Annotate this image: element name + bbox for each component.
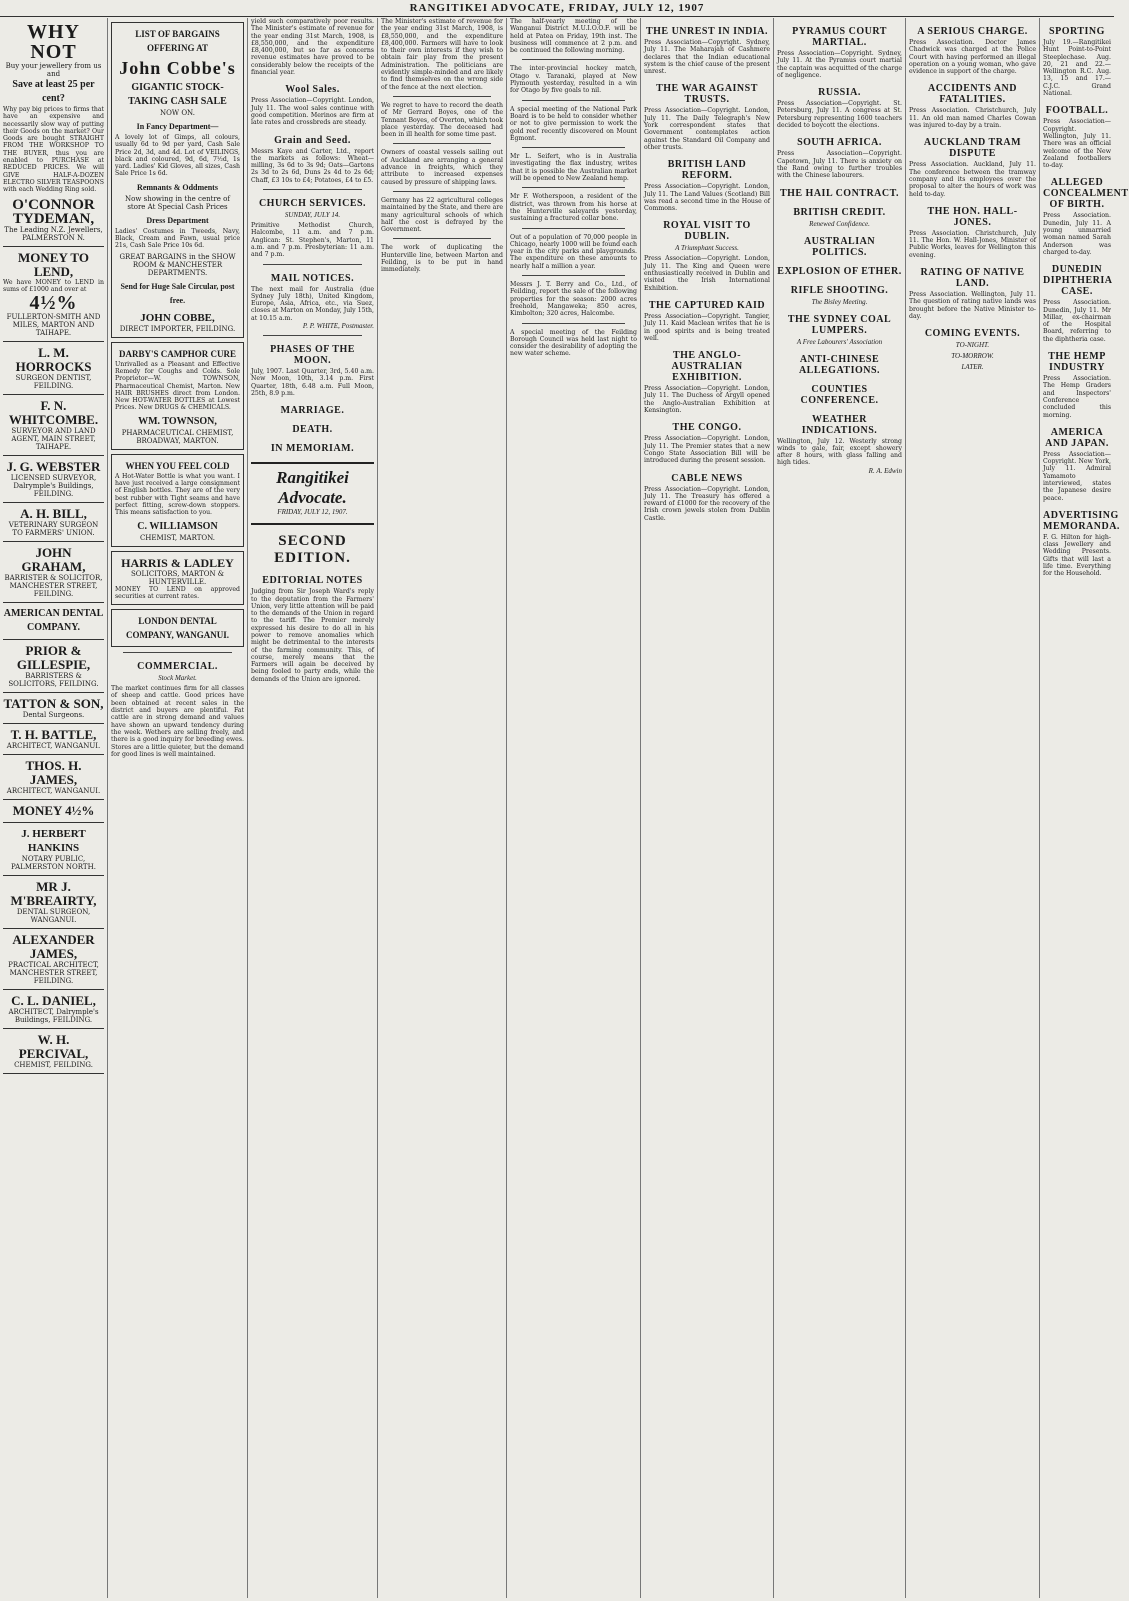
money2-advert	[3, 800, 104, 823]
hankins-advert	[3, 823, 104, 876]
percival-sub: CHEMIST, FEILDING.	[14, 1061, 93, 1070]
cobbe-name: John Cobbe's	[119, 58, 236, 78]
stock-market-text: The market continues firm for all classes of sheep and cattle. Good prices have been obtained at recent sales in the district and buyers are plentiful. Fat cattle are in strong demand and values have shown an upward tendency during the week. Wethers are selling freely, and there is a good inquiry for breeding ewes. Stores are a little quieter, but the demand for good lines is well maintained.	[111, 685, 244, 758]
grain-text: Messrs Kaye and Carter, Ltd., report the markets as follows: Wheat—milling, 3s 6d to 3s 9d; Oats—Gartons 2s 3d to 2s 6d, Duns 2s 4d to 2s 6d; Chaff, £3 10s to £4; Potatoes, £4 to £5.	[251, 147, 374, 184]
masthead-title: RANGITIKEI ADVOCATE, FRIDAY, JULY 12, 1907	[409, 2, 705, 14]
bisley-sub: The Bisley Meeting.	[811, 297, 868, 306]
daniel-sub: ARCHITECT, Dalrymple's Buildings, FEILDING.	[8, 1008, 99, 1025]
divider	[263, 189, 362, 190]
hall-text: Press Association. Christchurch, July 11. The Hon. W. Hall-Jones, Minister of Public Works, leaves for Wellington this evening.	[909, 229, 1036, 259]
hail-heading: THE HAIL CONTRACT.	[779, 187, 900, 199]
coming-heading: COMING EVENTS.	[924, 328, 1021, 340]
james-advert	[3, 755, 104, 800]
editorial-heading: EDITORIAL NOTES	[262, 575, 363, 587]
cable-text: Press Association—Copyright. London, July 11. The Treasury has offered a reward of £1000 for the recovery of the Irish crown jewels stolen from Dublin Castle.	[644, 485, 770, 522]
alexander-advert	[3, 929, 104, 990]
column-3	[248, 18, 378, 1598]
cold-advert	[111, 454, 244, 547]
alexander-name: ALEXANDER JAMES,	[12, 932, 95, 962]
townson-name: WM. TOWNSON,	[138, 415, 217, 427]
bill-advert	[3, 503, 104, 542]
tatton-sub: Dental Surgeons.	[22, 711, 85, 720]
remnants-heading: Remnants & Oddments	[137, 182, 218, 192]
dublin-text: Press Association—Copyright. London, July 11. The King and Queen were enthusiastically received in Dublin and visited the Irish International Exhibition.	[644, 255, 770, 292]
anglo-heading: THE ANGLO-AUSTRALIAN EXHIBITION.	[671, 350, 743, 384]
dunedin-text: Press Association. Dunedin, July 11. Mr Millar, ex-chairman of the Hospital Board, referring to the diphtheria case.	[1043, 299, 1111, 343]
column-7	[774, 18, 906, 1598]
advertising-text: F. G. Hilton for high-class Jewellery and Wedding Presents. Gifts that will last a life time. Everything for the Household.	[1043, 533, 1111, 578]
trusts-text: Press Association—Copyright. London, July 11. The Daily Telegraph's New York correspondent states that Government contemplates action against the Standard Oil Company and other trusts.	[644, 107, 770, 151]
horrocks-name: L. M. HORROCKS	[15, 345, 92, 375]
moon-text: July, 1907. Last Quarter, 3rd, 5.40 a.m. New Moon, 10th, 3.14 p.m. First Quarter, 18th, 6.48 a.m. Full Moon, 25th, 8.9 p.m.	[251, 368, 374, 397]
dublin-heading: ROYAL VISIT TO DUBLIN.	[663, 220, 751, 243]
british-heading: BRITISH CREDIT.	[793, 206, 886, 218]
now-on: NOW ON.	[160, 109, 195, 117]
accidents-text: Press Association. Christchurch, July 11. An old man named Charles Cowan was injured to-day by a train.	[909, 107, 1036, 130]
tatton-name: TATTON & SON,	[3, 696, 104, 712]
paper-title-block	[251, 462, 374, 525]
congo-text: Press Association—Copyright. London, July 11. The Premier states that a new Congo State Association Bill will be introduced during the present session.	[644, 435, 770, 465]
article-text: The Minister's estimate of revenue for the year ending 31st March, 1908, is £8,550,000, and the expenditure £8,400,000. Farmers will have to look to their own interests if they wish to obtain fair play from the present Administration. The politicians are evidently simple-minded and are likely to find themselves on the wrong side of the fence at the next election.	[381, 18, 503, 91]
commercial-heading: COMMERCIAL.	[137, 661, 218, 673]
webster-advert	[3, 456, 104, 503]
cobbe-address: DIRECT IMPORTER, FEILDING.	[119, 324, 236, 333]
sydney-sub: A Free Labourers' Association	[796, 337, 883, 346]
unrest-text: Press Association—Copyright. Sydney, July 11. The Maharajah of Cashmere declares that the Indian educational system is the chief cause of the present unrest.	[644, 39, 770, 76]
townson-sub: PHARMACEUTICAL CHEMIST, BROADWAY, MARTON.	[121, 428, 234, 445]
grain-heading: Grain and Seed.	[274, 134, 351, 146]
divider	[522, 275, 625, 276]
stock-heading: GIGANTIC STOCK-TAKING CASH SALE	[128, 82, 227, 107]
divider	[263, 335, 362, 336]
congo-heading: THE CONGO.	[672, 422, 742, 434]
russia-heading: RUSSIA.	[818, 87, 861, 99]
graham-advert	[3, 542, 104, 603]
weather-text: Wellington, July 12. Westerly strong winds to gale, fair, except showery after 8 hours, with glass falling and high tides.	[777, 437, 902, 467]
paper-title: Rangitikei Advocate.	[276, 468, 349, 508]
james-name: THOS. H. JAMES,	[25, 758, 82, 788]
money-heading: MONEY TO LEND,	[18, 249, 89, 279]
american-name: AMERICAN DENTAL COMPANY.	[3, 608, 104, 634]
russia-text: Press Association—Copyright. St. Petersburg, July 11. A congress at St. Petersburg representing 1600 teachers decided to boycott the elections.	[777, 100, 902, 130]
bargains-heading: LIST OF BARGAINS OFFERING AT	[135, 29, 220, 53]
memoriam-heading: IN MEMORIAM.	[270, 443, 355, 455]
dress-heading: Dress Department	[146, 215, 209, 225]
darby-heading: DARBY'S CAMPHOR CURE	[119, 348, 236, 359]
why-not-heading: WHY NOT	[27, 21, 80, 63]
williamson-name: C. WILLIAMSON	[137, 520, 218, 532]
james-sub: ARCHITECT, WANGANUI.	[6, 787, 101, 796]
mail-text: The next mail for Australia (due Sydney July 18th), United Kingdom, Europe, Asia, Africa, etc., via Suez, closes at Marton on Monday, July 15th, at 10.15 a.m.	[251, 285, 374, 322]
column-6	[641, 18, 774, 1598]
unrest-heading: THE UNREST IN INDIA.	[645, 26, 769, 37]
column-5	[507, 18, 641, 1598]
wool-text: Press Association—Copyright. London, July 11. The wool sales continue with good competition. Merinos are firm at late rates and crossbreds are steady.	[251, 97, 374, 127]
bill-name: A. H. BILL,	[20, 506, 87, 522]
daniel-name: C. L. DANIEL,	[11, 993, 96, 1009]
column-4	[378, 18, 507, 1598]
article-text: The inter-provincial hockey match, Otago v. Taranaki, played at New Plymouth yesterday, resulted in a win for Otago by five goals to nil.	[510, 65, 637, 95]
africa-heading: SOUTH AFRICA.	[797, 137, 882, 149]
hemp-text: Press Association. The Hemp Graders and Inspectors' Conference concluded this morning.	[1043, 375, 1111, 419]
alexander-sub: PRACTICAL ARCHITECT, MANCHESTER STREET, FEILDING.	[8, 961, 99, 986]
later-sub: LATER.	[961, 363, 984, 372]
kaid-text: Press Association—Copyright. Tangier, July 11. Kaid Maclean writes that he is in good spirits and is being treated well.	[644, 312, 770, 342]
harris-advert	[111, 551, 244, 606]
dress-text: Ladies' Costumes in Tweeds, Navy, Black, Cream and Fawn, usual price 21s, Cash Sale Price 10s 6d.	[115, 227, 240, 250]
horrocks-advert	[3, 342, 104, 395]
counties-heading: COUNTIES CONFERENCE.	[800, 383, 879, 406]
stock-market-sub: Stock Market.	[158, 674, 197, 683]
whitcombe-name: F. N. WHITCOMBE.	[8, 398, 99, 428]
australian-heading: AUSTRALIAN POLITICS.	[803, 235, 876, 258]
jewel-text: Why pay big prices to firms that have an expensive and necessarily slow way of putting their Goods on the market? Our Goods are bought STRAIGHT FROM THE WORKSHOP TO THE BUYER, thus you are enabled to PURCHASE at REDUCED PRICES. We will GIVE HALF-A-DOZEN ELECTRO SILVER TEASPOONS with each Wedding Ring sold.	[3, 106, 104, 194]
article-text: Out of a population of 70,000 people in Chicago, nearly 1000 will be found each year in the city parks and playgrounds. The expenditure on these amounts to nearly half a million a year.	[510, 233, 637, 270]
why-sub: Buy your jewellery from us and	[5, 62, 102, 78]
church-heading: CHURCH SERVICES.	[258, 198, 367, 210]
mbreairty-sub: DENTAL SURGEON, WANGANUI.	[16, 908, 91, 925]
america-text: Press Association—Copyright. New York, July 11. Admiral Yamamoto interviewed, states the Japanese desire peace.	[1043, 450, 1111, 502]
divider	[522, 187, 625, 188]
rifle-heading: RIFLE SHOOTING.	[790, 284, 889, 296]
football-text: Press Association—Copyright. Wellington, July 11. There was an official welcome of the New Zealand footballers to-day.	[1043, 118, 1111, 170]
article-text: A special meeting of the Feilding Borough Council was held last night to consider the desirability of adopting the new water scheme.	[510, 328, 637, 358]
jewellers-sub: The Leading N.Z. Jewellers, PALMERSTON N.	[4, 225, 103, 242]
divider	[522, 100, 625, 101]
american-advert	[3, 603, 104, 640]
williamson-sub: CHEMIST, MARTON.	[139, 533, 216, 542]
kaid-heading: THE CAPTURED KAID	[648, 299, 766, 311]
column-9	[1040, 18, 1129, 1598]
save-heading: Save at least 25 per cent?	[12, 79, 95, 104]
send-circular: Send for Huge Sale Circular, post free.	[120, 281, 235, 305]
article-text: Messrs J. T. Berry and Co., Ltd., of Feilding, report the sale of the following properties for the season: 2000 acres freehold, Mangaweka; 850 acres, Kimbolton; 320 acres, Halcombe.	[510, 281, 637, 318]
tydeman-name: TYDEMAN,	[12, 210, 95, 227]
divider	[123, 652, 232, 653]
graham-name: JOHN GRAHAM,	[21, 545, 86, 575]
serious-heading: A SERIOUS CHARGE.	[917, 26, 1028, 37]
land-heading: BRITISH LAND REFORM.	[667, 159, 747, 182]
article-text: Mr L. Seifert, who is in Australia investigating the flax industry, writes that it is possible the Australian market will be opened to New Zealand hemp.	[510, 153, 637, 183]
remnants-sub: Now showing in the centre of store At Special Cash Prices	[125, 194, 230, 211]
mbreairty-advert	[3, 876, 104, 929]
harris-name: HARRIS & LADLEY	[121, 555, 234, 570]
fancy-heading: In Fancy Department—	[136, 122, 219, 131]
ether-heading: EXPLOSION OF ETHER.	[777, 265, 902, 277]
whitcombe-sub: SURVEYOR AND LAND AGENT, MAIN STREET, TAIHAPE.	[11, 427, 96, 452]
editorial-text: Judging from Sir Joseph Ward's reply to the deputation from the Farmers' Union, very little attention will be paid to the demands of the Union in regard to the tariff. The Premier merely expressed his desire to do all in his power to remove anomalies which might be detrimental to the interests of the farming community. This, of course, merely means that the Farmers will again be deceived by being fooled to party ends, while the demands of the Union are ignored.	[251, 588, 374, 683]
masthead	[0, 0, 1114, 17]
advertising-heading: ADVERTISING MEMORANDA.	[1043, 509, 1120, 532]
webster-name: J. G. WEBSTER	[6, 459, 101, 475]
rating-text: Press Association. Wellington, July 11. The question of rating native lands was brought before the Native Minister to-day.	[909, 291, 1036, 320]
graham-sub: BARRISTER & SOLICITOR, MANCHESTER STREET, FEILDING.	[4, 574, 103, 599]
money-text: We have MONEY to LEND in sums of £1000 and over at	[3, 278, 104, 293]
british-sub: Renewed Confidence.	[809, 219, 870, 228]
dublin-sub: A Triumphant Success.	[675, 244, 739, 253]
cold-heading: WHEN YOU FEEL COLD	[125, 460, 230, 471]
tomorrow-sub: TO-MORROW.	[951, 352, 994, 361]
column-8	[906, 18, 1040, 1598]
pyramus-text: Press Association—Copyright. Sydney, July 11. At the Pyramus court martial the captain was acquitted of the charge of negligence.	[777, 50, 902, 79]
weather-author: R. A. Edwin	[868, 466, 902, 475]
column-1	[0, 18, 108, 1598]
divider	[393, 96, 491, 97]
oconnor-name: O'CONNOR	[12, 196, 95, 213]
rating-heading: RATING OF NATIVE LAND.	[920, 267, 1025, 290]
alleged-heading: ALLEGED CONCEALMENT OF BIRTH.	[1043, 177, 1129, 211]
divider	[522, 228, 625, 229]
divider	[393, 238, 491, 239]
africa-text: Press Association—Copyright. Capetown, July 11. There is anxiety on the Rand owing to further troubles with the Chinese labourers.	[777, 150, 902, 180]
article-text: Mr F. Wotherspoon, a resident of the district, was thrown from his horse at the Hunterville saleyards yesterday, sustaining a fractured collar bone.	[510, 193, 637, 223]
prior-name: PRIOR & GILLESPIE,	[16, 643, 91, 673]
sporting-text: July 19.—Rangitikei Hunt Point-to-Point Steeplechase. Aug. 20, 21 and 22.—Wellington R.C. Aug. 13, 15 and 17.—C.J.C. Grand National.	[1043, 39, 1111, 98]
hall-heading: THE HON. HALL-JONES.	[927, 205, 1018, 228]
darby-advert	[111, 342, 244, 450]
divider	[522, 147, 625, 148]
tatton-advert	[3, 693, 104, 724]
weather-heading: WEATHER INDICATIONS.	[801, 413, 878, 436]
church-sub: SUNDAY, JULY 14.	[284, 211, 341, 220]
alleged-text: Press Association. Dunedin, July 11. A young unmarried woman named Sarah Anderson was charged to-day.	[1043, 212, 1111, 256]
divider	[522, 323, 625, 324]
article-text: We regret to have to record the death of Mr Gerrard Boyes, one of the Tennant Boyes, of Overton, which took place yesterday. The deceased had been in ill health for some time past.	[381, 101, 503, 139]
football-heading: FOOTBALL.	[1045, 105, 1109, 117]
hankins-sub: NOTARY PUBLIC, PALMERSTON NORTH.	[11, 855, 96, 872]
pyramus-heading: PYRAMUS COURT MARTIAL.	[792, 26, 887, 48]
article-text: The work of duplicating the Hunterville line, between Marton and Feilding, is to be put in hand immediately.	[381, 244, 503, 274]
fullerton-name: FULLERTON-SMITH AND MILES, MARTON AND TAIHAPE.	[6, 313, 101, 338]
cold-text: A Hot-Water Bottle is what you want. I have just received a large consignment of English bottles. They are of the very best rubber with Tight seams and have perfect fitting, screw-down stoppers. This means satisfaction to you.	[115, 472, 240, 517]
cobbe-advert	[111, 22, 244, 338]
article-text: yield such comparatively poor results. The Minister's estimate of revenue for the year ending 31st March, 1908, is £8,550,000, and the expenditure £8,400,000, but so far as concerns revenue estimates have proved to be considerably below the receipts of the financial year.	[251, 18, 374, 77]
webster-sub: LICENSED SURVEYOR, Dalrymple's Buildings, FEILDING.	[10, 474, 97, 499]
percival-name: W. H. PERCIVAL,	[18, 1032, 89, 1062]
edition-heading: SECOND EDITION.	[274, 533, 351, 567]
dental-heading: LONDON DENTAL COMPANY, WANGANUI.	[125, 616, 230, 641]
horrocks-sub: SURGEON DENTIST, FEILDING.	[15, 374, 92, 391]
percival-advert	[3, 1029, 104, 1074]
death-heading: DEATH.	[292, 424, 333, 436]
jewellery-advert	[3, 18, 104, 247]
bill-sub: VETERINARY SURGEON TO FARMERS' UNION.	[8, 521, 99, 538]
article-text: A special meeting of the National Park Board is to be held to consider whether or not to give permission to work the gold reef recently discovered on Mount Egmont.	[510, 105, 637, 142]
wool-heading: Wool Sales.	[285, 84, 340, 96]
anglo-text: Press Association—Copyright. London, July 11. The Duchess of Argyll opened the Anglo-Australian Exhibition at Kensington.	[644, 385, 770, 415]
auckland-heading: AUCKLAND TRAM DISPUTE	[923, 137, 1022, 160]
mail-heading: MAIL NOTICES.	[270, 272, 355, 284]
article-text: The half-yearly meeting of the Wanganui District M.U.I.O.O.F. will be held at Patea on Friday, 19th inst. The business will commence at 2 p.m. and be continued the following morning.	[510, 18, 637, 55]
tonight-sub: TO-NIGHT.	[955, 341, 990, 350]
land-text: Press Association—Copyright. London, July 11. The Land Values (Scotland) Bill was read a second time in the House of Commons.	[644, 183, 770, 213]
sporting-heading: SPORTING	[1049, 26, 1105, 37]
prior-sub: BARRISTERS & SOLICITORS, FEILDING.	[8, 672, 99, 689]
america-heading: AMERICA AND JAPAN.	[1045, 426, 1109, 449]
darby-text: Unrivalled as a Pleasant and Effective Remedy for Coughs and Colds. Sole Proprietor—W. TOWNSON, Pharmaceutical Chemist, Marton. New HAIR BRUSHES direct from London. New HOT-WATER BOTTLES at Lowest Prices. New DRUGS & CHEMICALS.	[115, 360, 240, 412]
battle-name: T. H. BATTLE,	[10, 727, 97, 743]
article-text: Germany has 22 agricultural colleges maintained by the State, and there are many agricultural schools of which half the cost is defrayed by the Government.	[381, 196, 503, 234]
money3-text: MONEY TO LEND on approved securities at current rates.	[115, 585, 240, 600]
serious-text: Press Association. Doctor James Chadwick was charged at the Police Court with having performed an illegal operation on a young woman, who gave evidence in support of the charge.	[909, 39, 1036, 76]
rate-value: 4½%	[29, 292, 78, 315]
dunedin-heading: DUNEDIN DIPHTHERIA CASE.	[1043, 264, 1113, 298]
money2-heading: MONEY 4½%	[12, 803, 95, 819]
divider	[393, 191, 491, 192]
divider	[263, 264, 362, 265]
hemp-heading: THE HEMP INDUSTRY	[1048, 351, 1106, 374]
column-2	[108, 18, 248, 1598]
moon-heading: PHASES OF THE MOON.	[270, 344, 355, 367]
dental-advert	[111, 609, 244, 647]
great-bargains: GREAT BARGAINS in the SHOW ROOM & MANCHESTER DEPARTMENTS.	[119, 252, 236, 277]
paper-date: FRIDAY, JULY 12, 1907.	[277, 508, 348, 517]
money-advert	[3, 247, 104, 343]
battle-sub: ARCHITECT, WANGANUI.	[6, 742, 101, 751]
divider	[522, 59, 625, 60]
article-text: Owners of coastal vessels sailing out of Auckland are arranging a general advance in freights, which they attribute to increased expenses caused by pressure of shipping laws.	[381, 149, 503, 186]
marriage-heading: MARRIAGE.	[280, 405, 345, 417]
battle-advert	[3, 724, 104, 755]
prior-advert	[3, 640, 104, 693]
anti-heading: ANTI-CHINESE ALLEGATIONS.	[798, 353, 881, 376]
mbreairty-name: MR J. M'BREAIRTY,	[10, 879, 97, 909]
auckland-text: Press Association. Auckland, July 11. The conference between the tramway company and its employees over the proposal to alter the hours of work was held to-day.	[909, 161, 1036, 198]
postmaster: P. P. WHITE, Postmaster.	[302, 322, 374, 331]
church-text: Primitive Methodist Church, Halcombe, 11 a.m. and 7 p.m. Anglican: St. Stephen's, Marton, 11 a.m. and 7 p.m. Presbyterian: 11 a.m. and 7 p.m.	[251, 222, 374, 259]
sydney-heading: THE SYDNEY COAL LUMPERS.	[787, 313, 892, 336]
accidents-heading: ACCIDENTS AND FATALITIES.	[927, 83, 1017, 106]
divider	[393, 143, 491, 144]
trusts-heading: THE WAR AGAINST TRUSTS.	[656, 83, 758, 106]
cobbe-footer: JOHN COBBE,	[140, 311, 215, 324]
hankins-name: J. HERBERT HANKINS	[21, 828, 86, 855]
daniel-advert	[3, 990, 104, 1029]
cable-heading: CABLE NEWS	[671, 472, 743, 484]
harris-sub: SOLICITORS, MARTON & HUNTERVILLE.	[130, 569, 225, 586]
fancy-text: A lovely lot of Gimps, all colours, usually 6d to 9d per yard, Cash Sale Price 2d, 3d, and 4d. Lot of VEILINGS, black and coloured, 9d, 6d, 7½d, 1s yard. Ladies' Kid Gloves, all sizes, Cash Sale Price 1s 6d.	[115, 134, 240, 178]
whitcombe-advert	[3, 395, 104, 456]
